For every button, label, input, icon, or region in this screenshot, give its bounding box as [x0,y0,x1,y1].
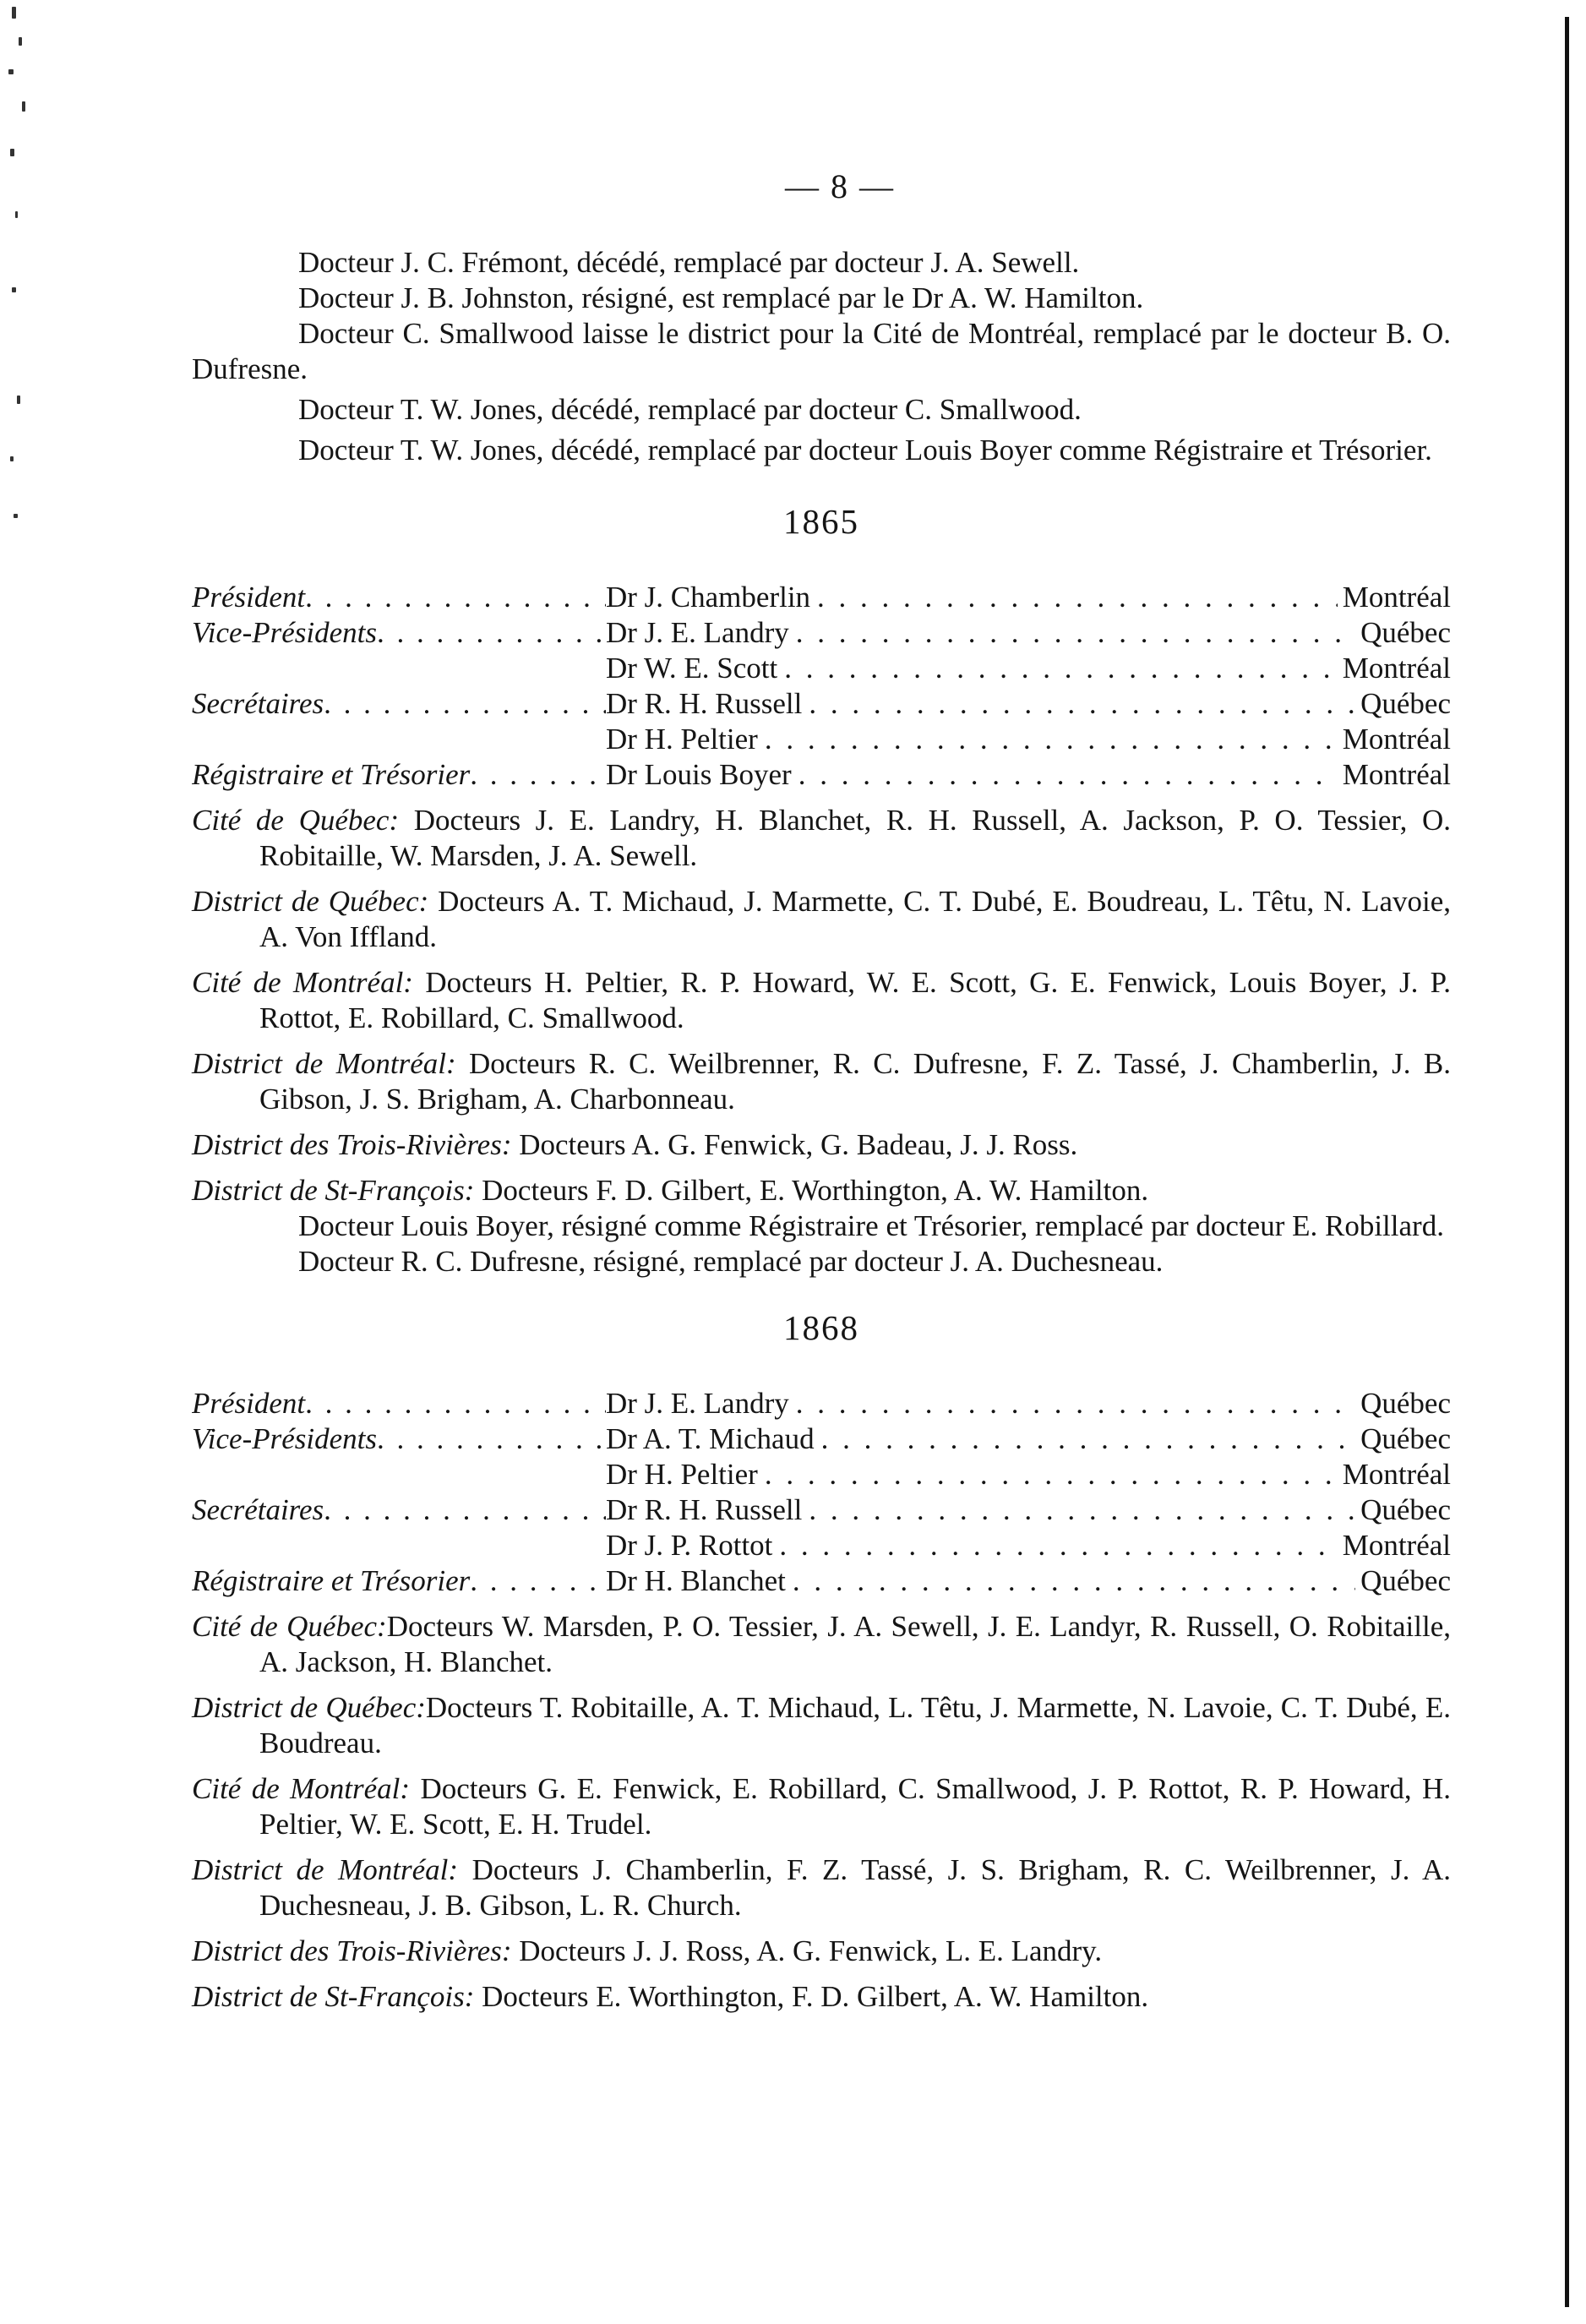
officer-name: Dr H. Peltier [606,723,758,756]
officer-row [192,1421,1451,1457]
district-label: District de Montréal: [192,1853,459,1886]
district-entry [192,965,1451,1036]
officer-city: Québec [1360,616,1451,649]
margin-specks [0,0,76,541]
district-label: Cité de Montréal: [192,966,413,999]
officer-name: Dr W. E. Scott [606,652,778,685]
district-members: Docteurs F. D. Gilbert, E. Worthington, A. W. Hamilton. [482,1174,1149,1207]
officer-role: Vice-Présidents [192,616,377,649]
officer-row [192,757,1451,793]
officer-row [192,1563,1451,1599]
officer-city: Montréal [1342,1529,1451,1562]
district-entry [192,884,1451,955]
officer-row [192,722,1451,757]
district-members: Docteurs J. Chamberlin, F. Z. Tassé, J. S. Brigham, R. C. Weilbrenner, J. A. Duchesneau, J. B. Gibson, L. R. Church. [259,1853,1451,1922]
intro-note: Docteur C. Smallwood laisse le district pour la Cité de Montréal, remplacé par le docteur B. O. Dufresne. [192,317,1451,385]
district-label: Cité de Québec: [192,1610,387,1643]
officer-role: Vice-Présidents [192,1422,377,1455]
officer-city: Québec [1360,687,1451,720]
district-label: District des Trois-Rivières: [192,1128,512,1161]
officer-city: Montréal [1342,1458,1451,1491]
district-entry [192,1690,1451,1761]
officer-city: Québec [1360,1493,1451,1526]
officer-row [192,651,1451,686]
district-label: District de St-François: [192,1980,475,2013]
district-label: District des Trois-Rivières: [192,1934,512,1967]
district-entry [192,1127,1451,1163]
district-label: District de Québec: [192,885,429,918]
district-label: District de Québec: [192,1691,426,1724]
officer-name: Dr J. E. Landry [606,616,789,649]
officer-city: Montréal [1342,581,1451,614]
page-edge-bar [1565,17,1569,2307]
section-year: 1868 [783,1308,859,1347]
officer-role: Secrétaires [192,687,324,720]
officer-role: Secrétaires [192,1493,324,1526]
officer-name: Dr J. E. Landry [606,1387,789,1420]
district-label: District de Montréal: [192,1047,456,1080]
officer-name: Dr J. Chamberlin [606,581,811,614]
officer-role: Président [192,1387,306,1420]
officer-name: Dr A. T. Michaud [606,1422,815,1455]
district-label: District de St-François: [192,1174,475,1207]
page-number: — 8 — [785,167,895,205]
officer-city: Montréal [1342,723,1451,756]
page-body [192,245,1451,2015]
intro-note: Docteur T. W. Jones, décédé, remplacé par docteur C. Smallwood. [298,393,1082,426]
officer-role: Régistraire et Trésorier [192,1564,471,1597]
district-entry [192,1046,1451,1117]
officer-role: Président [192,581,306,614]
section-note: Docteur Louis Boyer, résigné comme Régistraire et Trésorier, remplacé par docteur E. Robillard. [298,1209,1444,1242]
district-entry [192,803,1451,874]
district-entry [192,1852,1451,1923]
officer-row [192,615,1451,651]
intro-notes [192,245,1451,468]
officer-city: Québec [1360,1387,1451,1420]
officer-name: Dr Louis Boyer [606,758,792,791]
section-note: Docteur R. C. Dufresne, résigné, remplacé par docteur J. A. Duchesneau. [298,1245,1164,1278]
officer-role: Régistraire et Trésorier [192,758,471,791]
officer-city: Québec [1360,1422,1451,1455]
officer-name: Dr R. H. Russell [606,1493,803,1526]
district-entry [192,1771,1451,1842]
district-members: Docteurs J. E. Landry, H. Blanchet, R. H. Russell, A. Jackson, P. O. Tessier, O. Robitaille, W. Marsden, J. A. Sewell. [259,804,1452,872]
district-entry [192,1979,1451,2015]
officer-row [192,686,1451,722]
district-members: Docteurs J. J. Ross, A. G. Fenwick, L. E. Landry. [519,1934,1103,1967]
officer-row [192,580,1451,615]
district-members: Docteurs H. Peltier, R. P. Howard, W. E. Scott, G. E. Fenwick, Louis Boyer, J. P. Rottot, E. Robillard, C. Smallwood. [259,966,1451,1034]
district-label: Cité de Montréal: [192,1772,411,1805]
officer-name: Dr H. Peltier [606,1458,758,1491]
district-members: Docteurs E. Worthington, F. D. Gilbert, A. W. Hamilton. [482,1980,1149,2013]
officer-name: Dr H. Blanchet [606,1564,786,1597]
officer-name: Dr J. P. Rottot [606,1529,773,1562]
section-1868 [192,1310,1451,2015]
section-year: 1865 [783,502,859,541]
officer-row [192,1492,1451,1528]
officer-city: Montréal [1342,758,1451,791]
district-entry [192,1934,1451,1969]
officer-row [192,1457,1451,1492]
district-label: Cité de Québec: [192,804,400,837]
district-members: Docteurs A. T. Michaud, J. Marmette, C. T. Dubé, E. Boudreau, L. Têtu, N. Lavoie, A. Von Iffland. [259,885,1451,953]
district-entry [192,1173,1451,1208]
district-members: Docteurs R. C. Weilbrenner, R. C. Dufresne, F. Z. Tassé, J. Chamberlin, J. B. Gibson, J. S. Brigham, A. Charbonneau. [259,1047,1452,1116]
officer-city: Montréal [1342,652,1451,685]
intro-note: Docteur T. W. Jones, décédé, remplacé par docteur Louis Boyer comme Régistraire et Trésorier. [298,434,1432,466]
district-members: Docteurs W. Marsden, P. O. Tessier, J. A. Sewell, J. E. Landyr, R. Russell, O. Robitaille, A. Jackson, H. Blanchet. [259,1610,1451,1678]
intro-note: Docteur J. B. Johnston, résigné, est remplacé par le Dr A. W. Hamilton. [298,281,1144,314]
district-members: Docteurs A. G. Fenwick, G. Badeau, J. J. Ross. [519,1128,1078,1161]
officer-row [192,1386,1451,1421]
officer-name: Dr R. H. Russell [606,687,803,720]
officer-city: Québec [1360,1564,1451,1597]
intro-note: Docteur J. C. Frémont, décédé, remplacé par docteur J. A. Sewell. [298,246,1080,279]
district-entry [192,1609,1451,1680]
officer-row [192,1528,1451,1563]
section-1865 [192,504,1451,1279]
district-members: Docteurs G. E. Fenwick, E. Robillard, C. Smallwood, J. P. Rottot, R. P. Howard, H. Peltier, W. E. Scott, E. H. Trudel. [259,1772,1451,1841]
district-members: Docteurs T. Robitaille, A. T. Michaud, L. Têtu, J. Marmette, N. Lavoie, C. T. Dubé, E. Boudreau. [259,1691,1451,1759]
